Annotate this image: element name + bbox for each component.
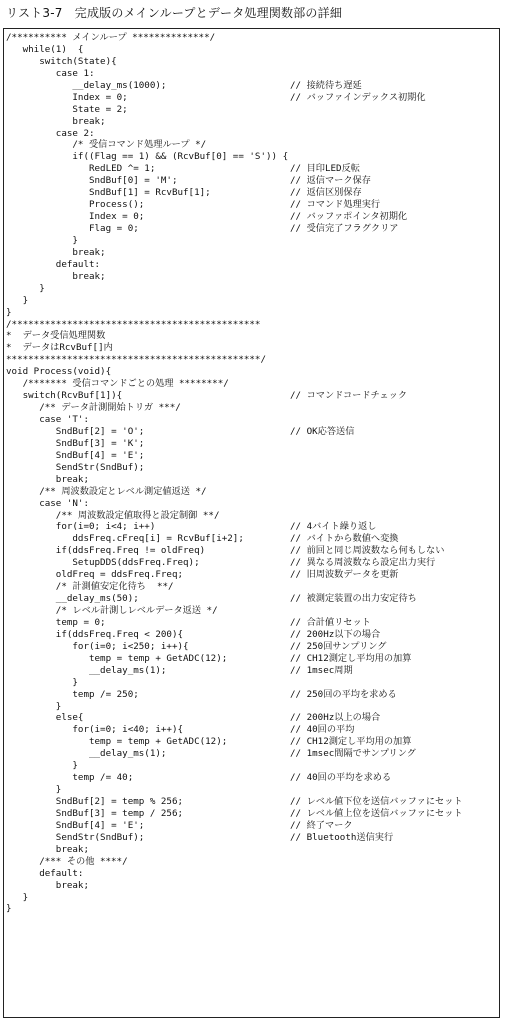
code-line: [6, 354, 499, 366]
code-comment: // 250回の平均を求める: [290, 688, 397, 700]
code-text: __delay_ms(1000);: [6, 79, 167, 91]
code-text: for(i=0; i<40; i++){: [6, 724, 184, 736]
code-line: [6, 56, 499, 68]
code-comment: // 受信完了フラグクリア: [290, 223, 399, 234]
code-line: [6, 128, 499, 140]
code-text: /*** その他 ****/: [6, 855, 128, 867]
code-line: [6, 712, 499, 724]
code-listing-frame: [3, 28, 500, 1018]
code-line: [6, 689, 499, 701]
code-comment: // 40回の平均を求める: [290, 772, 392, 784]
code-line: [6, 116, 499, 128]
code-line: [6, 104, 499, 116]
code-text: }: [6, 760, 78, 772]
code-comment: // コマンド処理実行: [290, 199, 381, 211]
code-line: [6, 426, 499, 438]
code-line: [6, 68, 499, 80]
code-line: [6, 139, 499, 151]
code-line: [6, 247, 499, 259]
code-comment: // 200Hz以下の場合: [290, 628, 381, 640]
code-text: temp = temp + GetADC(12);: [6, 736, 228, 748]
code-line: [6, 295, 499, 307]
code-line: [6, 330, 499, 342]
code-line: [6, 629, 499, 641]
code-comment: // 1msec周期: [290, 664, 353, 676]
code-line: [6, 533, 499, 545]
code-comment: // 合計値リセット: [290, 616, 371, 628]
code-comment: // OK応答送信: [290, 425, 355, 437]
code-comment: // 接続待ち遅延: [290, 79, 362, 91]
code-line: [6, 498, 499, 510]
code-line: [6, 450, 499, 462]
code-comment: // 旧周波数データを更新: [290, 569, 399, 581]
code-text: /******* 受信コマンドごとの処理 ********/: [6, 378, 229, 390]
code-line: [6, 486, 499, 498]
code-text: }: [6, 784, 62, 796]
code-line: [6, 772, 499, 784]
code-line: [6, 832, 499, 844]
code-text: for(i=0; i<4; i++): [6, 521, 156, 533]
code-text: }: [6, 676, 78, 688]
code-text: **********************************************/: [6, 354, 266, 366]
code-text: }: [6, 891, 29, 903]
code-line: [6, 92, 499, 104]
code-text: }: [6, 700, 62, 712]
code-line: [6, 414, 499, 426]
code-line: [6, 892, 499, 904]
code-text: }: [6, 306, 12, 318]
code-line: [6, 283, 499, 295]
code-comment: // 200Hz以上の場合: [290, 712, 381, 724]
code-text: __delay_ms(1);: [6, 748, 167, 760]
code-line: [6, 80, 499, 92]
code-line: [6, 211, 499, 223]
code-line: [6, 784, 499, 796]
code-comment: // レベル値上位を送信バッファにセット: [290, 807, 463, 819]
code-comment: // 異なる周波数なら設定出力実行: [290, 557, 436, 569]
code-comment: // Bluetooth送信実行: [290, 831, 394, 843]
code-line: [6, 271, 499, 283]
code-line: [6, 665, 499, 677]
code-text: switch(State){: [6, 55, 117, 67]
code-text: temp /= 250;: [6, 688, 139, 700]
code-line: [6, 319, 499, 331]
code-comment: // バッファポインタ初期化: [290, 211, 408, 223]
code-text: break;: [6, 270, 106, 282]
code-line: [6, 175, 499, 187]
code-line: [6, 438, 499, 450]
code-line: [6, 605, 499, 617]
code-comment: // CH12測定し平均用の加算: [290, 652, 412, 664]
code-line: [6, 32, 499, 44]
code-text: ddsFreq.cFreq[i] = RcvBuf[i+2];: [6, 533, 244, 545]
code-text: Process();: [6, 199, 145, 211]
code-comment: // 40回の平均: [290, 724, 355, 736]
code-text: while(1) {: [6, 43, 84, 55]
code-text: case 2:: [6, 127, 95, 139]
code-line: [6, 342, 499, 354]
code-comment: // レベル値下位を送信バッファにセット: [290, 796, 463, 807]
code-line: [6, 187, 499, 199]
code-line: [6, 868, 499, 880]
code-comment: // 250回サンプリング: [290, 640, 387, 652]
code-text: }: [6, 282, 45, 294]
code-line: [6, 856, 499, 868]
code-line: [6, 378, 499, 390]
code-line: [6, 796, 499, 808]
code-line: [6, 748, 499, 760]
code-text: SndBuf[3] = temp / 256;: [6, 807, 184, 819]
code-line: [6, 235, 499, 247]
code-line: [6, 163, 499, 175]
code-text: default:: [6, 258, 101, 270]
code-comment: // 終了マーク: [290, 819, 353, 831]
code-text: SetupDDS(ddsFreq.Freq);: [6, 557, 200, 569]
code-text: SndBuf[3] = 'K';: [6, 437, 145, 449]
code-line: [6, 44, 499, 56]
code-text: temp = 0;: [6, 616, 106, 628]
code-text: break;: [6, 246, 106, 258]
code-line: [6, 593, 499, 605]
code-line: [6, 903, 499, 915]
code-line: [6, 307, 499, 319]
code-comment: // 前回と同じ周波数なら何もしない: [290, 545, 445, 557]
code-comment: // 1msec間隔でサンプリング: [290, 748, 416, 760]
code-text: /*********************************************: [6, 318, 261, 330]
code-text: /** データ計測開始トリガ ***/: [6, 402, 181, 414]
code-text: void Process(void){: [6, 366, 112, 378]
code-line: [6, 820, 499, 832]
code-text: SndBuf[0] = 'M';: [6, 175, 178, 187]
code-text: /* 受信コマンド処理ループ */: [6, 139, 207, 151]
code-comment: // 返信区別保存: [290, 187, 362, 199]
code-text: break;: [6, 473, 89, 485]
code-text: __delay_ms(50);: [6, 593, 139, 605]
code-line: [6, 736, 499, 748]
code-line: [6, 390, 499, 402]
code-comment: // バッファインデックス初期化: [290, 91, 426, 103]
code-text: }: [6, 903, 12, 915]
code-line: [6, 844, 499, 856]
code-line: [6, 557, 499, 569]
code-listing: [6, 32, 499, 915]
code-text: /** 周波数設定とレベル測定値返送 */: [6, 485, 207, 497]
code-line: [6, 808, 499, 820]
code-text: Index = 0;: [6, 91, 128, 103]
code-text: case 'T':: [6, 414, 89, 425]
listing-title: リスト3-7 完成版のメインループとデータ処理関数部の詳細: [6, 6, 343, 20]
code-text: Flag = 0;: [6, 223, 139, 234]
code-text: temp = temp + GetADC(12);: [6, 652, 228, 664]
code-line: [6, 462, 499, 474]
code-text: }: [6, 234, 78, 246]
code-text: State = 2;: [6, 103, 128, 115]
code-line: [6, 760, 499, 772]
code-line: [6, 199, 499, 211]
code-comment: // 目印LED反転: [290, 163, 360, 175]
code-text: SndBuf[4] = 'E';: [6, 449, 145, 461]
code-text: temp /= 40;: [6, 772, 134, 784]
code-text: * データはRcvBuf[]内: [6, 342, 113, 354]
code-line: [6, 569, 499, 581]
code-text: break;: [6, 879, 89, 891]
code-line: [6, 724, 499, 736]
code-line: [6, 510, 499, 522]
code-line: [6, 653, 499, 665]
code-line: [6, 880, 499, 892]
code-line: [6, 223, 499, 235]
code-comment: // コマンドコードチェック: [290, 390, 408, 402]
code-line: [6, 701, 499, 713]
code-text: SendStr(SndBuf);: [6, 831, 145, 843]
code-text: switch(RcvBuf[1]){: [6, 390, 123, 402]
code-text: SndBuf[1] = RcvBuf[1];: [6, 187, 211, 199]
code-text: SndBuf[2] = 'O';: [6, 425, 145, 437]
code-text: if((Flag == 1) && (RcvBuf[0] == 'S')) {: [6, 151, 289, 163]
code-text: SndBuf[4] = 'E';: [6, 819, 145, 831]
code-text: if(ddsFreq.Freq != oldFreq): [6, 545, 206, 557]
code-comment: // 被測定装置の出力安定待ち: [290, 593, 417, 605]
code-text: SndBuf[2] = temp % 256;: [6, 796, 184, 807]
code-comment: // バイトから数値へ変換: [290, 533, 399, 545]
code-text: case 1:: [6, 67, 95, 79]
code-text: if(ddsFreq.Freq < 200){: [6, 628, 184, 640]
code-line: [6, 366, 499, 378]
code-text: }: [6, 294, 29, 306]
code-text: RedLED ^= 1;: [6, 163, 156, 175]
code-text: /* 計測値安定化待ち **/: [6, 581, 174, 593]
code-text: * データ受信処理関数: [6, 330, 106, 342]
code-line: [6, 474, 499, 486]
code-text: SendStr(SndBuf);: [6, 461, 145, 473]
code-text: /********** メインループ **************/: [6, 32, 216, 43]
code-line: [6, 581, 499, 593]
code-line: [6, 521, 499, 533]
code-line: [6, 259, 499, 271]
code-line: [6, 641, 499, 653]
code-line: [6, 617, 499, 629]
code-text: oldFreq = ddsFreq.Freq;: [6, 569, 184, 581]
code-text: break;: [6, 115, 106, 127]
code-comment: // CH12測定し平均用の加算: [290, 736, 412, 748]
code-line: [6, 545, 499, 557]
code-line: [6, 151, 499, 163]
code-line: [6, 677, 499, 689]
code-text: break;: [6, 843, 89, 855]
code-comment: // 4バイト繰り返し: [290, 521, 377, 533]
code-text: /* レベル計測しレベルデータ返送 */: [6, 605, 218, 616]
code-text: Index = 0;: [6, 211, 145, 223]
code-text: default:: [6, 867, 84, 879]
code-text: case 'N':: [6, 497, 89, 509]
code-text: /** 周波数設定値取得と設定制御 **/: [6, 509, 220, 521]
code-line: [6, 402, 499, 414]
code-text: __delay_ms(1);: [6, 664, 167, 676]
code-text: for(i=0; i<250; i++){: [6, 640, 189, 652]
code-text: else{: [6, 712, 84, 724]
code-comment: // 返信マーク保存: [290, 175, 371, 187]
